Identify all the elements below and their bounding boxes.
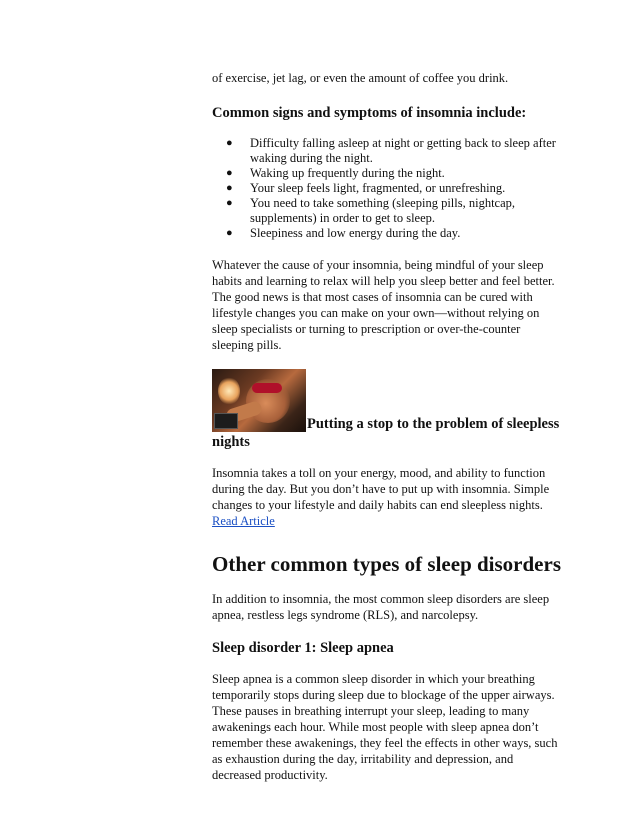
bullet-icon: ● (226, 137, 233, 149)
lamp-glow (218, 377, 240, 405)
bullet-icon: ● (226, 197, 233, 209)
symptom-text: Sleepiness and low energy during the day. (250, 226, 461, 240)
read-article-link[interactable]: Read Article (212, 514, 275, 528)
intro-fragment: of exercise, jet lag, or even the amount of coffee you drink. (212, 71, 509, 85)
bullet-icon: ● (226, 182, 233, 194)
apnea-body: Sleep apnea is a common sleep disorder in which your breathing temporarily stops during sleep due to blockage of the upper airways. These pauses in breathing interrupt your sleep, leading to many awakenings each hour. While most people with sleep apnea don’t remember these awakenings, they feel the effects in other ways, such as exhaustion during the day, irritability and depression, and decreased productivity. (212, 672, 558, 782)
list-item (226, 226, 564, 241)
apnea-heading: Sleep disorder 1: Sleep apnea (212, 640, 394, 656)
sleepless-woman-image (212, 369, 306, 432)
symptoms-heading: Common signs and symptoms of insomnia include: (212, 105, 527, 121)
feature-heading-line1: Putting a stop to the problem of sleepless (307, 416, 560, 432)
bullet-icon: ● (226, 167, 233, 179)
document-page (212, 70, 564, 783)
symptoms-list (212, 136, 564, 241)
symptom-text: Difficulty falling asleep at night or getting back to sleep after waking during the night. (250, 136, 556, 165)
list-item (226, 181, 564, 196)
symptom-text: Your sleep feels light, fragmented, or unrefreshing. (250, 181, 506, 195)
cause-paragraph: Whatever the cause of your insomnia, being mindful of your sleep habits and learning to relax will help you sleep better and feel better. The good news is that most cases of insomnia can be cured with lifestyle changes you can make on your own—without relying on sleep specialists or turning to prescription or over-the-counter sleeping pills. (212, 258, 555, 352)
feature-body-text: Insomnia takes a toll on your energy, mood, and ability to function during the day. But you don’t have to put up with insomnia. Simple changes to your lifestyle and daily habits can end sleepless nights. (212, 466, 550, 512)
feature-image-row (212, 369, 564, 433)
other-disorders-heading: Other common types of sleep disorders (212, 552, 561, 576)
bullet-icon: ● (226, 227, 233, 239)
symptom-text: You need to take something (sleeping pills, nightcap, supplements) in order to get to sleep. (250, 196, 516, 225)
symptom-text: Waking up frequently during the night. (250, 166, 445, 180)
feature-heading-line2: nights (212, 434, 250, 450)
list-item (226, 196, 564, 226)
sleep-mask-shape (252, 383, 282, 393)
feature-body (212, 465, 564, 529)
other-disorders-intro: In addition to insomnia, the most common sleep disorders are sleep apnea, restless legs syndrome (RLS), and narcolepsy. (212, 592, 550, 622)
alarm-clock-shape (214, 413, 238, 429)
list-item (226, 166, 564, 181)
list-item (226, 136, 564, 166)
